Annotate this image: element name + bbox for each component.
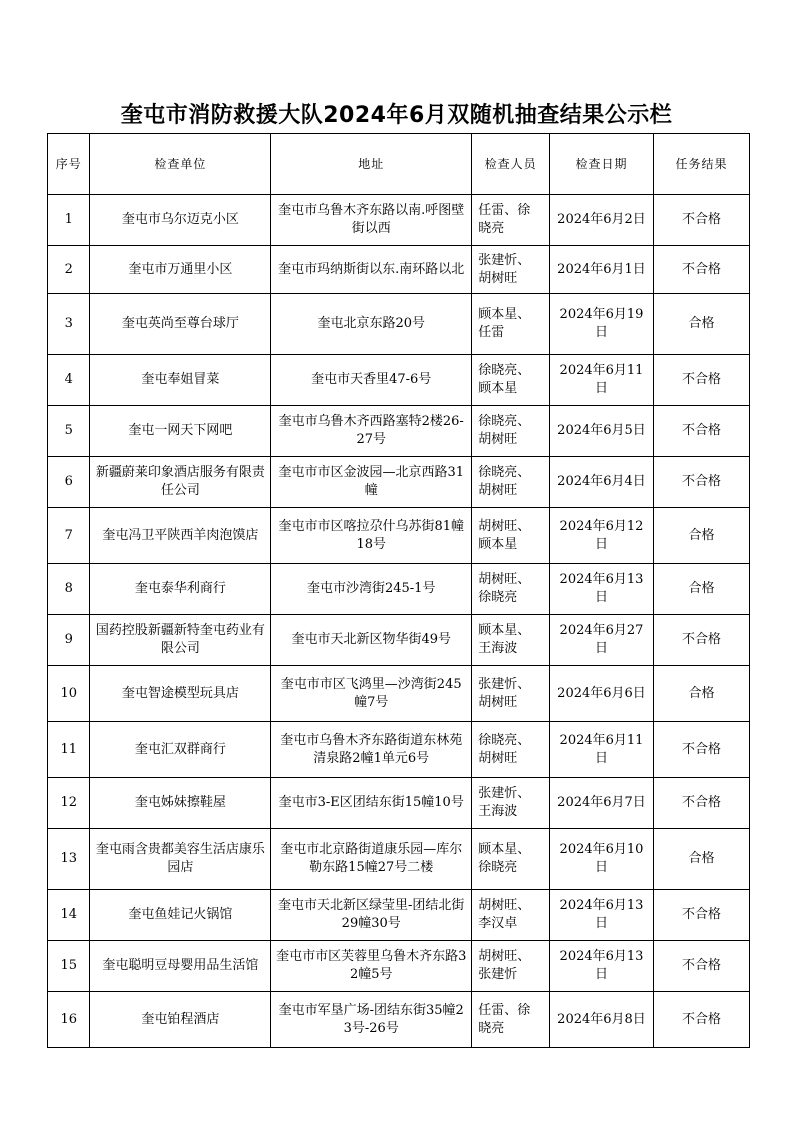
cell-no: 16 [48,992,90,1048]
cell-no: 10 [48,666,90,722]
cell-unit: 国药控股新疆新特奎屯药业有限公司 [90,615,271,666]
cell-result: 合格 [654,829,750,890]
cell-unit: 奎屯姊妹擦鞋屋 [90,778,271,829]
cell-date: 2024年6月1日 [549,246,653,294]
cell-date: 2024年6月7日 [549,778,653,829]
cell-staff: 徐晓亮、胡树旺 [472,406,550,457]
cell-address: 奎屯市乌鲁木齐西路塞特2楼26-27号 [271,406,472,457]
cell-address: 奎屯市天北新区绿莹里-团结北街29幢30号 [271,890,472,941]
cell-staff: 胡树旺、张建忻 [472,941,550,992]
cell-staff: 任雷、徐晓亮 [472,195,550,246]
cell-address: 奎屯市沙湾街245-1号 [271,564,472,615]
cell-unit: 奎屯汇双群商行 [90,722,271,778]
cell-no: 8 [48,564,90,615]
cell-no: 14 [48,890,90,941]
cell-result: 不合格 [654,406,750,457]
cell-address: 奎屯市市区飞鸿里—沙湾街245幢7号 [271,666,472,722]
table-row [48,246,750,294]
cell-no: 1 [48,195,90,246]
inspection-results-table [47,133,750,1048]
cell-staff: 胡树旺、顾本星 [472,508,550,564]
cell-no: 12 [48,778,90,829]
cell-staff: 徐晓亮、顾本星 [472,355,550,406]
cell-no: 13 [48,829,90,890]
table-row [48,890,750,941]
cell-result: 合格 [654,564,750,615]
cell-result: 不合格 [654,890,750,941]
cell-result: 不合格 [654,195,750,246]
cell-result: 不合格 [654,457,750,508]
cell-unit: 奎屯冯卫平陕西羊肉泡馍店 [90,508,271,564]
cell-address: 奎屯市乌鲁木齐东路街道东林苑清泉路2幢1单元6号 [271,722,472,778]
header-address: 地址 [271,134,472,195]
cell-unit: 奎屯鱼娃记火锅馆 [90,890,271,941]
table-row [48,666,750,722]
table-row [48,722,750,778]
cell-result: 合格 [654,666,750,722]
cell-date: 2024年6月4日 [549,457,653,508]
cell-date: 2024年6月27日 [549,615,653,666]
cell-address: 奎屯市市区喀拉尕什乌苏街81幢18号 [271,508,472,564]
cell-unit: 新疆蔚莱印象酒店服务有限责任公司 [90,457,271,508]
table-body [48,195,750,1048]
cell-unit: 奎屯铂程酒店 [90,992,271,1048]
header-date: 检查日期 [549,134,653,195]
cell-staff: 张建忻、王海波 [472,778,550,829]
table-row [48,992,750,1048]
cell-date: 2024年6月11日 [549,355,653,406]
cell-result: 不合格 [654,615,750,666]
cell-result: 不合格 [654,941,750,992]
cell-address: 奎屯市军垦广场-团结东街35幢23号-26号 [271,992,472,1048]
cell-result: 合格 [654,508,750,564]
cell-address: 奎屯市市区金波园—北京西路31幢 [271,457,472,508]
cell-date: 2024年6月12日 [549,508,653,564]
cell-result: 不合格 [654,992,750,1048]
cell-date: 2024年6月6日 [549,666,653,722]
header-unit: 检查单位 [90,134,271,195]
cell-no: 4 [48,355,90,406]
cell-date: 2024年6月10日 [549,829,653,890]
cell-staff: 胡树旺、李汉卓 [472,890,550,941]
table-row [48,406,750,457]
table-row [48,294,750,355]
cell-staff: 顾本星、王海波 [472,615,550,666]
cell-no: 2 [48,246,90,294]
cell-result: 不合格 [654,722,750,778]
page-title: 奎屯市消防救援大队2024年6月双随机抽查结果公示栏 [120,103,673,128]
table-row [48,508,750,564]
cell-no: 3 [48,294,90,355]
cell-unit: 奎屯一网天下网吧 [90,406,271,457]
cell-address: 奎屯市市区芙蓉里乌鲁木齐东路32幢5号 [271,941,472,992]
cell-no: 5 [48,406,90,457]
cell-address: 奎屯市乌鲁木齐东路以南.呼图壁街以西 [271,195,472,246]
cell-unit: 奎屯智途模型玩具店 [90,666,271,722]
cell-no: 6 [48,457,90,508]
cell-unit: 奎屯市乌尔迈克小区 [90,195,271,246]
cell-staff: 张建忻、胡树旺 [472,246,550,294]
cell-result: 不合格 [654,778,750,829]
cell-address: 奎屯北京东路20号 [271,294,472,355]
cell-no: 9 [48,615,90,666]
table-row [48,941,750,992]
header-result: 任务结果 [654,134,750,195]
table-row [48,615,750,666]
cell-staff: 顾本星、任雷 [472,294,550,355]
cell-address: 奎屯市北京路街道康乐园—库尔勒东路15幢27号二楼 [271,829,472,890]
cell-result: 合格 [654,294,750,355]
cell-date: 2024年6月13日 [549,890,653,941]
cell-unit: 奎屯英尚至尊台球厅 [90,294,271,355]
cell-address: 奎屯市玛纳斯街以东.南环路以北 [271,246,472,294]
cell-staff: 张建忻、胡树旺 [472,666,550,722]
cell-date: 2024年6月13日 [549,941,653,992]
header-no: 序号 [48,134,90,195]
cell-date: 2024年6月8日 [549,992,653,1048]
cell-result: 不合格 [654,246,750,294]
cell-staff: 徐晓亮、胡树旺 [472,722,550,778]
cell-unit: 奎屯泰华利商行 [90,564,271,615]
cell-date: 2024年6月19日 [549,294,653,355]
table-row [48,457,750,508]
cell-date: 2024年6月2日 [549,195,653,246]
cell-unit: 奎屯雨含贵都美容生活店康乐园店 [90,829,271,890]
cell-address: 奎屯市3-E区团结东街15幢10号 [271,778,472,829]
cell-date: 2024年6月5日 [549,406,653,457]
header-staff: 检查人员 [472,134,550,195]
cell-staff: 胡树旺、徐晓亮 [472,564,550,615]
cell-unit: 奎屯奉姐冒菜 [90,355,271,406]
table-header-row [48,134,750,195]
cell-date: 2024年6月11日 [549,722,653,778]
cell-no: 15 [48,941,90,992]
table-row [48,195,750,246]
cell-no: 7 [48,508,90,564]
cell-staff: 徐晓亮、胡树旺 [472,457,550,508]
table-row [48,564,750,615]
cell-date: 2024年6月13日 [549,564,653,615]
table-row [48,355,750,406]
cell-result: 不合格 [654,355,750,406]
cell-address: 奎屯市天香里47-6号 [271,355,472,406]
table-row [48,778,750,829]
cell-unit: 奎屯聪明豆母婴用品生活馆 [90,941,271,992]
cell-unit: 奎屯市万通里小区 [90,246,271,294]
cell-staff: 任雷、徐晓亮 [472,992,550,1048]
cell-no: 11 [48,722,90,778]
cell-address: 奎屯市天北新区物华街49号 [271,615,472,666]
table-row [48,829,750,890]
cell-staff: 顾本星、徐晓亮 [472,829,550,890]
